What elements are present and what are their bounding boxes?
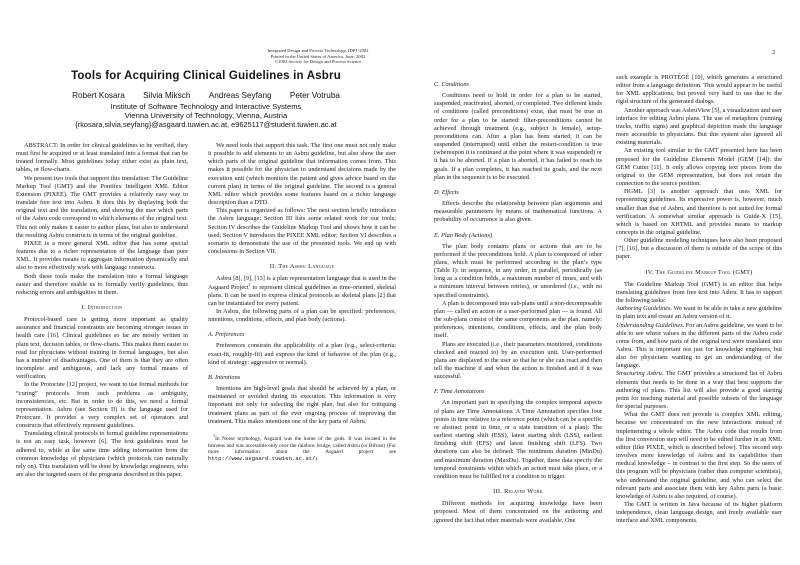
paragraph: A plan is decomposed into sub-plans until a non-decomposable plan — called an action or a user-performed plan — is found. All the sub-plans consist of the same components as the plan, namely: preferences, intentions, conditions, effects, and the plan body itself. xyxy=(434,299,602,340)
text-column-2 xyxy=(208,142,396,463)
page-number: 2 xyxy=(772,49,776,56)
paragraph: Structuring Asbru. The GMT provides a structured list of Asbru elements that needs to be done in a way that best supports the authoring of plans. This list will also provide a good starting point for teaching material and possible subsets of the language for special purposes. xyxy=(616,370,783,411)
paragraph: Intentions are high-level goals that should be achieved by a plan, or maintained or avoided during its execution. This information is very important not only for selecting the right plan, but also for critiquing treatment plans as part of the ever ongoing process of improving the treatment. This makes intentions one of the key parts of Asbru. xyxy=(208,385,396,425)
paragraph: Plans are executed (i.e., their parameters monitored, conditions checked and reacted to) by an execution unit. User-performed plans are displayed to the user so that he or she can react and then tell the machine if and when the action is finished and if it was successful. xyxy=(434,340,602,381)
section-heading: I. Introduction xyxy=(81,303,123,311)
paragraph: The plan body contains plans or actions that are to be performed if the preconditions hold. A plan is composed of other plans, which must be performed according to the plan’s type (Table I): in sequence, in any order, in parallel, periodically (as long as a condition holds, a maximum number of times, and with a minimum interval between retries), or unordered (i.e., with no specified constraints). xyxy=(434,242,602,299)
paragraph: Both these tools make the translation into a formal language easier and therefore enable us to formally verify guidelines, thus reducing errors and ambiguities in them. xyxy=(16,272,188,296)
paper-title: Tools for Acquiring Clinical Guidelines in Asbru xyxy=(71,70,341,82)
section-heading: II. The Asbru Language xyxy=(269,263,335,271)
paragraph: Asbru [8], [9], [13] is a plan representation language that is used in the Asgaard Project$^1$ to represent clinical guidelines as time-oriented, skeletal plans. It can be used to express clinical protocols as skeletal plans [2] that can be instantiated for every patient. xyxy=(208,275,396,307)
title-block xyxy=(14,70,398,129)
footnote: $^1$In Norse mythology, Asgaard was the home of the gods. It was located in the heavens and was accessible only over the rainbow bridge, called Asbru (or Bifrost) (For more information about the Asgaard project see http://www.asgaard.tuwien.ac.at/). xyxy=(208,433,396,462)
paragraph: Another approach was AsbruView [5], a visualization and user interface for editing Asbru plans. The use of metaphors (running tracks, traffic signs) and graphical depiction made the language more accessible to physicians. But this system also ignored all existing materials. xyxy=(616,106,782,147)
author-name: Andreas Seyfang xyxy=(208,91,272,100)
paragraph: ABSTRACT: In order for clinical guidelines to be verified, they must first be acquired or at least translated into a format that can be treated formally. Most guidelines today either exist as plain text, tables, or flow-charts. xyxy=(16,142,188,174)
text-column-1 xyxy=(16,142,188,479)
author-name: Peter Votruba xyxy=(289,91,340,100)
author-name: Robert Kosara xyxy=(72,91,125,100)
paragraph: Authoring Guidelines. We want to be able to take a new guideline in plain text and create an Asbru version of it. xyxy=(616,305,782,321)
running-header xyxy=(268,48,369,65)
paragraph: In Asbru, the following parts of a plan can be specified: preferences, intentions, conditions, effects, and plan body (actions). xyxy=(208,307,396,324)
paragraph: The Guideline Markup Tool (GMT) is an editor that helps translating guidelines from free text into Asbru. It has to support the following tasks: xyxy=(616,280,782,305)
section-heading: IV. The Guideline Markup Tool (GMT) xyxy=(645,268,753,276)
paragraph: What the GMT does not provide is complex XML editing, because we concentrated on the new interactions instead of implementing a whole editor. The Asbru code that results from the first conversion step will need to be edited further in an XML editor (like PIXEE, which is described below). This second step involves more knowledge of Asbru and its capabilities than medical knowledge – in contrast to the first step. So the users of this program will be physicians (rather than computer scientists), who understand the original guideline, and who can select the relevant parts and associate them with key Asbru parts (a basic knowledge of Asbru is also required, of course). xyxy=(616,411,782,500)
paragraph: such example is PROTÉGÉ [10], which generates a structured editor from a language definition. This would appear to be useful for XML applications, but proved very hard to use due to the rigid structure of the generated dialogs. xyxy=(616,74,782,106)
subsection-heading: E. Plan Body (Actions) xyxy=(434,231,493,239)
paragraph: Understanding Guidelines. For an Asbru guideline, we want to be able to see where values in the different parts of the Asbru code come from, and how parts of the original text were translated into Asbru. This is important not just for knowledge engineers, but also for physicians wanting to get an understanding of the language. xyxy=(616,321,782,370)
paragraph: Effects describe the relationship between plan arguments and measurable parameters by means of mathematical functions. A probability of occurrence is also given. xyxy=(434,200,602,224)
author-name: Silvia Miksch xyxy=(143,91,191,100)
paragraph: Conditions need to hold in order for a plan to be started, suspended, reactivated, aborted, or completed. Two different kinds of conditions (called preconditions) exist, that must be true in order for a plan to be started: filter-preconditions cannot be achieved through treatment (e.g., subject is female), setup-preconditions can. After a plan has been started, it can be suspended (interrupted) until either the restart-condition is true (whereupon it is continued at the point where it was suspended) or it has to be aborted. If a plan is aborted, it has failed to reach its goals. If a plan completes, it has reached its goals, and the next plan in the sequence is to be executed. xyxy=(434,92,602,181)
paragraph: HGML [3] is another approach that uses XML for representing guidelines. Its expressive power is, however, much smaller than that of Asbru, and therefore is not suited for formal verification. A somewhat similar approach is Guide-X [15], which is based on XHTML and provides means to markup concepts in the original guideline. xyxy=(616,188,782,236)
text-column-4 xyxy=(616,74,782,525)
paragraph: Different methods for acquiring knowledge have been proposed. Most of them concentrated on the authoring and ignored the fact that other materials were available. One xyxy=(434,500,602,524)
paragraph: Preferences constrain the applicability of a plan (e.g., select-criteria: exact-fit, roughly-fit) and express the kind of behavior of the plan (e.g., kind of strategy: aggressive or normal). xyxy=(208,342,396,366)
paragraph: PIXEE is a more general XML editor that has some special features due to a richer representation of the language than pure XML. It provides means to aggregate information dynamically and also to more effectively work with language constructs. xyxy=(16,239,188,272)
subsection-heading: D. Effects xyxy=(434,188,459,196)
paragraph: In the Protocure [12] project, we want to use formal methods for “curing” protocols from such problems as ambiguity, inconsistencies, etc. But in order to do this, we need a formal representation. Asbru (see Section II) is the language used for Protocure. It provides a very complex set of operators and constructs that effectively represent guidelines. xyxy=(16,381,188,430)
paragraph: We present two tools that support this translation: The Guideline Markup Tool (GMT) and the Pontifex Intelligent XML Editor Extension (PIXEE). The GMT provides a relatively easy way to translate free text into Asbru. It does this by displaying both the original text and the translation, and showing the user which parts of the Asbru code correspond to which elements of the original text. This not only makes it easier to author plans, but also to understand the resulting Asbru constructs in terms of the original guideline. xyxy=(16,174,188,239)
running-header-line: ©2002 Society for Design and Process Science xyxy=(274,59,362,65)
paragraph: We need tools that support this task. The first one must not only make it possible to add elements to an Asbru guideline, but also show the user which parts of the original guideline that information comes from. This makes it possible for the physician to understand decisions made by the execution unit (which monitors the patient and gives advice based on the current plan) in terms of the original guideline. The second is a general XML editor which provides some features based on a richer language description than a DTD. xyxy=(208,142,396,207)
running-header-line: Integrated Design and Process Technology, IDPT-2002 xyxy=(267,48,369,53)
affiliation: Vienna University of Technology, Vienna, Austria xyxy=(124,111,288,120)
paragraph: This paper is organized as follows: The next section briefly introduces the Asbru language; Section III lists some related work for our tools; Section IV describes the Guideline Markup Tool and shows how it can be used; Section V introduces the PIXEE XML editor; Section VI describes a scenario to demonstrate the use of the presented tools. We end up with conclusions in Section VII. xyxy=(208,207,396,256)
subsection-heading: A. Preferences xyxy=(208,331,245,339)
text-column-3 xyxy=(434,74,602,525)
paragraph: Protocol-based care is getting more important as quality assurance and financial constraints are becoming stronger issues in health care [16]. Clinical guidelines so far are mostly written in plain text, decision tables, or flow-charts. This makes them easier to read for physicians without training in formal languages, but also has a number of disadvantages. One of them is that they are often incomplete and ambiguous, and lack any formal means of verification. xyxy=(16,316,188,381)
author-list xyxy=(14,91,398,100)
subsection-heading: C. Conditions xyxy=(434,81,469,88)
subsection-heading: F. Time Annotations xyxy=(434,388,485,396)
paragraph: Other guideline modeling techniques have also been proposed [7], [16], but a discussion of them is outside of the scope of this paper. xyxy=(616,237,782,261)
paragraph: The GMT is written in Java because of its higher platform independence, clean language design, and freely available user interface and XML components. xyxy=(616,500,782,525)
paragraph: An existing tool similar to the GMT presented here has been proposed for the Guideline Elements Model (GEM [14]): the GEM Cutter [11]. It only allows copying text pieces from the original to the GEM representation, but does not retain the connection to the source position. xyxy=(616,147,782,188)
running-header-line: Printed in the United States of America, June, 2002 xyxy=(270,53,366,59)
subsection-heading: B. Intentions xyxy=(208,373,241,381)
paragraph: Translating clinical protocols to formal guideline representations is not an easy task, however [6]. The text guidelines must be adhered to, while at the same time adding information from the common knowledge of physicians (which protocols can naturally rely on). This translation will be done by knowledge engineers, who are also the targeted users of the programs described in this paper. xyxy=(16,430,188,479)
affiliation: Institute of Software Technology and Interactive Systems xyxy=(110,102,302,111)
author-emails: {rkosara,silvia,seyfang}@asgaard.tuwien.ac.at, e9625117@student.tuwien.ac.at xyxy=(75,120,337,129)
section-heading: III. Related Work xyxy=(493,488,543,496)
paragraph: An important part in specifying the complex temporal aspects of plans are Time Annotations. A Time Annotation specifies four points in time relative to a reference point (which can be a specific or abstract point in time, or a state transition of a plan): The earliest starting shift (ESS), latest starting shift (LSS), earliest finishing shift (EFS) and latest finishing shift (LFS). Two durations can also be defined: The minimum duration (MinDu) and maximum duration (MaxDu). Together, these data specify the temporal constraints within which an action must take place, or a condition must be fulfilled for a condition to trigger. xyxy=(434,399,602,480)
